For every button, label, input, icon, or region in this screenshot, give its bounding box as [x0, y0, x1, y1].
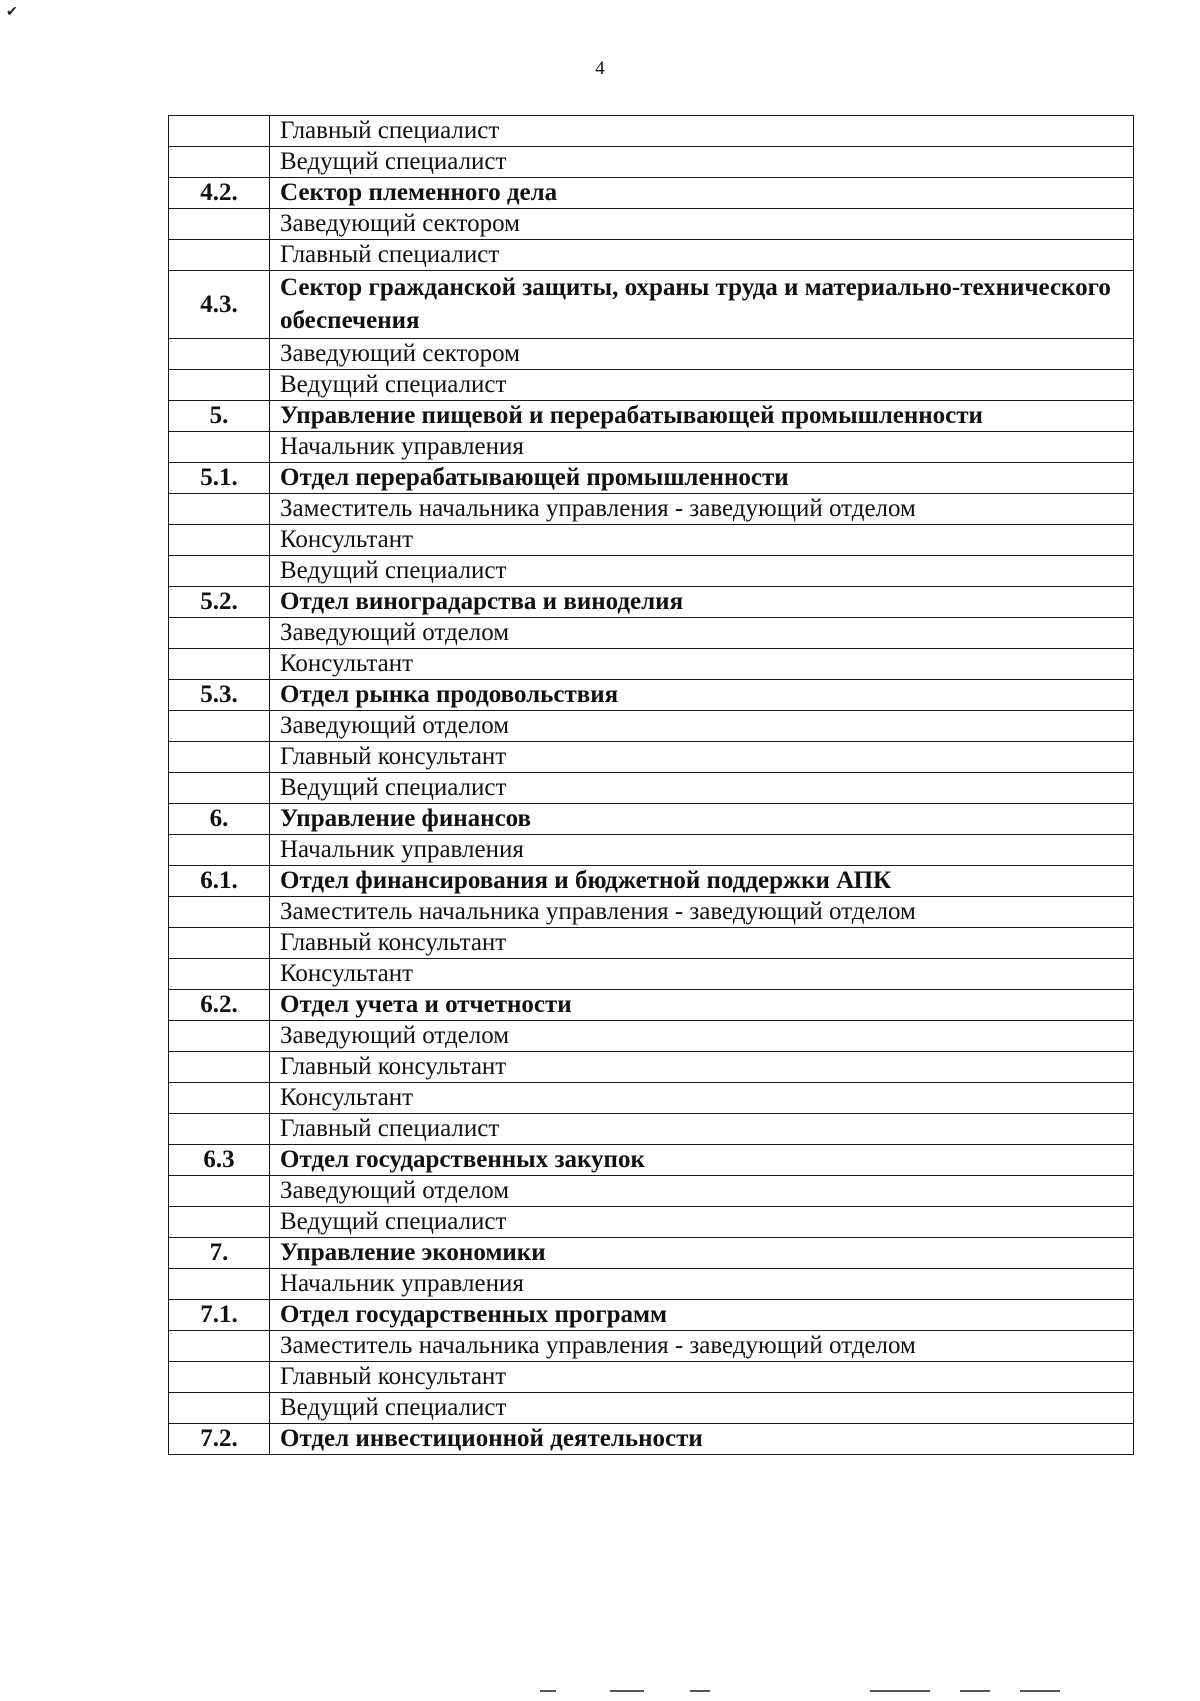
position-title: Заведующий отделом: [270, 1176, 1134, 1207]
position-title: Главный консультант: [270, 1052, 1134, 1083]
position-title: Ведущий специалист: [270, 773, 1134, 804]
row-number: 4.3.: [169, 271, 270, 339]
row-number: [169, 928, 270, 959]
section-title: Отдел виноградарства и виноделия: [270, 587, 1134, 618]
row-number: 4.2.: [169, 178, 270, 209]
row-number: [169, 835, 270, 866]
position-row: [169, 556, 1134, 587]
section-row: [169, 1238, 1134, 1269]
scan-tick-mark: ✔: [6, 5, 18, 20]
row-number: 5.3.: [169, 680, 270, 711]
row-number: [169, 494, 270, 525]
row-number: [169, 147, 270, 178]
section-title: Отдел государственных программ: [270, 1300, 1134, 1331]
row-number: [169, 556, 270, 587]
row-number: [169, 649, 270, 680]
position-row: [169, 1083, 1134, 1114]
position-row: [169, 1269, 1134, 1300]
position-title: Главный консультант: [270, 928, 1134, 959]
position-row: [169, 432, 1134, 463]
row-number: [169, 742, 270, 773]
position-row: [169, 525, 1134, 556]
position-title: Начальник управления: [270, 835, 1134, 866]
row-number: [169, 1114, 270, 1145]
row-number: [169, 711, 270, 742]
section-row: [169, 1145, 1134, 1176]
position-title: Главный специалист: [270, 116, 1134, 147]
page-number: 4: [595, 58, 605, 79]
position-title: Главный консультант: [270, 742, 1134, 773]
position-row: [169, 1362, 1134, 1393]
section-title: Управление пищевой и перерабатывающей промышленности: [270, 401, 1134, 432]
position-title: Ведущий специалист: [270, 1393, 1134, 1424]
position-row: [169, 147, 1134, 178]
position-row: [169, 339, 1134, 370]
position-row: [169, 649, 1134, 680]
section-row: [169, 1300, 1134, 1331]
section-row: [169, 463, 1134, 494]
section-title: Отдел государственных закупок: [270, 1145, 1134, 1176]
staff-structure-table: [168, 115, 1134, 1455]
scan-footer-marks: [540, 1690, 1160, 1694]
section-title: Отдел финансирования и бюджетной поддержки АПК: [270, 866, 1134, 897]
row-number: 6.2.: [169, 990, 270, 1021]
position-row: [169, 116, 1134, 147]
position-row: [169, 897, 1134, 928]
section-row: [169, 401, 1134, 432]
row-number: [169, 339, 270, 370]
row-number: 7.2.: [169, 1424, 270, 1455]
position-title: Ведущий специалист: [270, 1207, 1134, 1238]
position-row: [169, 928, 1134, 959]
row-number: [169, 432, 270, 463]
row-number: [169, 959, 270, 990]
position-row: [169, 959, 1134, 990]
section-title: Управление финансов: [270, 804, 1134, 835]
position-title: Главный консультант: [270, 1362, 1134, 1393]
position-title: Начальник управления: [270, 1269, 1134, 1300]
row-number: [169, 240, 270, 271]
position-title: Консультант: [270, 649, 1134, 680]
position-row: [169, 1021, 1134, 1052]
position-title: Главный специалист: [270, 240, 1134, 271]
row-number: [169, 897, 270, 928]
position-row: [169, 742, 1134, 773]
row-number: 5.2.: [169, 587, 270, 618]
section-row: [169, 990, 1134, 1021]
row-number: 5.1.: [169, 463, 270, 494]
section-title: Отдел инвестиционной деятельности: [270, 1424, 1134, 1455]
row-number: [169, 116, 270, 147]
position-title: Заведующий сектором: [270, 209, 1134, 240]
row-number: [169, 209, 270, 240]
section-title: Отдел перерабатывающей промышленности: [270, 463, 1134, 494]
row-number: [169, 1362, 270, 1393]
position-title: Заведующий сектором: [270, 339, 1134, 370]
section-row: [169, 587, 1134, 618]
section-title: Отдел рынка продовольствия: [270, 680, 1134, 711]
row-number: [169, 618, 270, 649]
position-title: Заведующий отделом: [270, 711, 1134, 742]
section-title: Сектор племенного дела: [270, 178, 1134, 209]
position-title: Консультант: [270, 959, 1134, 990]
position-title: Заведующий отделом: [270, 618, 1134, 649]
row-number: 7.1.: [169, 1300, 270, 1331]
position-row: [169, 835, 1134, 866]
row-number: 5.: [169, 401, 270, 432]
section-row: [169, 804, 1134, 835]
row-number: 7.: [169, 1238, 270, 1269]
section-title: Отдел учета и отчетности: [270, 990, 1134, 1021]
position-row: [169, 1393, 1134, 1424]
position-row: [169, 618, 1134, 649]
section-row: [169, 1424, 1134, 1455]
row-number: [169, 525, 270, 556]
row-number: 6.3: [169, 1145, 270, 1176]
row-number: 6.: [169, 804, 270, 835]
row-number: [169, 1083, 270, 1114]
section-row: [169, 680, 1134, 711]
row-number: [169, 773, 270, 804]
position-title: Консультант: [270, 1083, 1134, 1114]
row-number: [169, 1393, 270, 1424]
position-row: [169, 711, 1134, 742]
position-row: [169, 370, 1134, 401]
row-number: [169, 1207, 270, 1238]
section-row: [169, 271, 1134, 339]
position-row: [169, 494, 1134, 525]
section-title: Управление экономики: [270, 1238, 1134, 1269]
section-row: [169, 866, 1134, 897]
position-row: [169, 1052, 1134, 1083]
position-title: Заместитель начальника управления - заведующий отделом: [270, 494, 1134, 525]
position-row: [169, 1331, 1134, 1362]
row-number: [169, 1176, 270, 1207]
position-title: Ведущий специалист: [270, 556, 1134, 587]
position-row: [169, 240, 1134, 271]
position-title: Заместитель начальника управления - заведующий отделом: [270, 897, 1134, 928]
position-row: [169, 1114, 1134, 1145]
row-number: [169, 1331, 270, 1362]
section-title: Сектор гражданской защиты, охраны труда и материально-технического обеспечения: [270, 271, 1134, 339]
position-title: Ведущий специалист: [270, 370, 1134, 401]
row-number: [169, 370, 270, 401]
position-title: Главный специалист: [270, 1114, 1134, 1145]
table-body: [169, 116, 1134, 1455]
position-title: Консультант: [270, 525, 1134, 556]
position-row: [169, 773, 1134, 804]
position-title: Ведущий специалист: [270, 147, 1134, 178]
section-row: [169, 178, 1134, 209]
row-number: 6.1.: [169, 866, 270, 897]
position-title: Заместитель начальника управления - заведующий отделом: [270, 1331, 1134, 1362]
position-row: [169, 1176, 1134, 1207]
row-number: [169, 1021, 270, 1052]
position-title: Заведующий отделом: [270, 1021, 1134, 1052]
row-number: [169, 1269, 270, 1300]
row-number: [169, 1052, 270, 1083]
position-title: Начальник управления: [270, 432, 1134, 463]
position-row: [169, 209, 1134, 240]
position-row: [169, 1207, 1134, 1238]
